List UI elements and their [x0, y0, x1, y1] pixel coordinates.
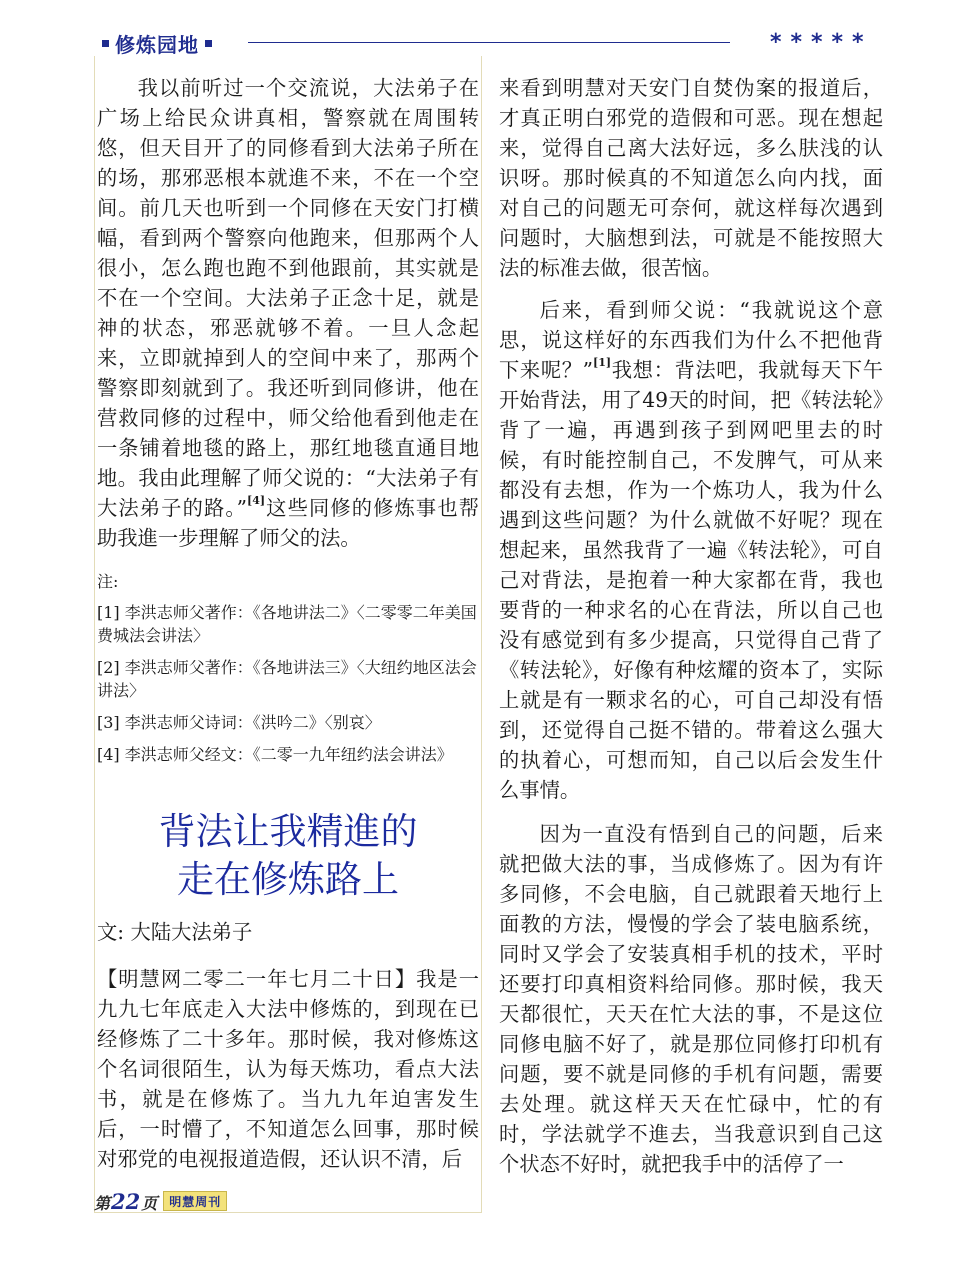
footnote-item: [2] 李洪志师父著作：《各地讲法三》〈大纽约地区法会讲法〉 [97, 658, 477, 700]
footnote-item: [3] 李洪志师父诗词：《洪吟二》〈别哀〉 [97, 713, 381, 732]
left-column-text [97, 73, 479, 553]
footnote-ref: [4] [246, 494, 266, 507]
section-title: 修炼园地 [115, 32, 199, 57]
body-paragraph: 因为一直没有悟到自己的问题，后来就把做大法的事，当成修炼了。因为有许多同修，不会电脑，自己就跟着天地行上面教的方法，慢慢的学会了装电脑系统，同时又学会了安装真相手机的技术，平时还要打印真相资料给同修。那时候，我天天都很忙，天天在忙大法的事，不是这位同修电脑不好了，就是那位同修打印机有问题，要不就是同修的手机有问题，需要去处理。就这样天天在忙碌中，忙的有时，学法就学不進去，当我意识到自己这个状态不好时，就把我手中的活停了一 [499, 822, 883, 1176]
right-column-text [499, 73, 883, 1179]
page-suffix: 页 [141, 1193, 158, 1213]
footnote-item: [1] 李洪志师父著作：《各地讲法二》〈二零零二年美国费城法会讲法〉 [97, 603, 477, 645]
page-number [94, 1189, 157, 1214]
article-intro [97, 964, 479, 1174]
article-title-line: 背法让我精進的 [158, 810, 418, 853]
body-paragraph [97, 73, 479, 553]
paragraph-text: 后来，看到师父说：“我就说这个意思，说这样好的东西我们为什么不把他背下来呢？” [499, 298, 883, 382]
body-paragraph: 来看到明慧对天安门自焚伪案的报道后，才真正明白邪党的造假和可恶。现在想起来，觉得自己离大法好远，多么肤浅的认识呀。那时候真的不知道怎么向内找，面对自己的问题无可奈何，就这样每次遇到问题时，大脑想到法，可就是不能按照大法的标准去做，很苦恼。 [499, 76, 883, 280]
square-bullet-icon [102, 40, 109, 47]
notes-heading: 注: [97, 572, 119, 591]
page-num: 22 [111, 1188, 141, 1214]
footnote-item: [4] 李洪志师父经文：《二零一九年纽约法会讲法》 [97, 745, 453, 764]
section-header [96, 30, 218, 56]
header-stars: ***** [770, 30, 873, 55]
body-paragraph: 【明慧网二零二一年七月二十日】我是一九九七年底走入大法中修炼的，到现在已经修炼了二十多年。那时候，我对修炼这个名词很陌生，认为每天炼功，看点大法书，就是在修炼了。当九九年迫害发生后，一时懵了，不知道怎么回事，那时候对邪党的电视报道造假，还认识不清，后 [97, 967, 479, 1171]
publication-badge: 明慧周刊 [163, 1191, 227, 1211]
body-paragraph [499, 295, 883, 805]
byline: 文: 大陆大法弟子 [97, 920, 253, 944]
paragraph-text: 我想：背法吧，我就每天下午开始背法，用了49天的时间，把《转法轮》背了一遍，再遇到孩子到网吧里去的时候，有时能控制自己，不发脾气，可从来都没有去想，作为一个炼功人，我为什么遇到这些问题？为什么就做不好呢？现在想起来，虽然我背了一遍《转法轮》，可自己对背法，是抱着一种大家都在背，我也要背的一种求名的心在背法，所以自己也没有感觉到有多少提高，只觉得自己背了《转法轮》，好像有种炫耀的资本了，实际上就是有一颗求名的心，可自己却没有悟到，还觉得自己挺不错的。带着这么强大的执着心，可想而知，自己以后会发生什么事情。 [499, 358, 883, 802]
page-footer [94, 1190, 227, 1212]
article-title [97, 808, 479, 904]
square-bullet-icon [205, 40, 212, 47]
footnote-ref: [1] [593, 356, 612, 369]
paragraph-text: 这些同修的修炼事也帮助我進一步理解了师父的法。 [97, 496, 479, 550]
header-rule [248, 42, 730, 43]
footnotes [97, 570, 479, 775]
page-prefix: 第 [94, 1193, 111, 1213]
paragraph-text: 我以前听过一个交流说，大法弟子在广场上给民众讲真相，警察就在周围转悠，但天目开了的同修看到大法弟子所在的场，那邪恶根本就進不来，不在一个空间。前几天也听到一个同修在天安门打横幅，看到两个警察向他跑来，但那两个人很小，怎么跑也跑不到他跟前，其实就是不在一个空间。大法弟子正念十足，就是神的状态，邪恶就够不着。一旦人念起来，立即就掉到人的空间中来了，那两个警察即刻就到了。我还听到同修讲，他在营救同修的过程中，师父给他看到他走在一条铺着地毯的路上，那红地毯直通目地地。我由此理解了师父说的：“大法弟子有大法弟子的路。” [97, 76, 479, 520]
article-title-line: 走在修炼路上 [177, 858, 399, 901]
